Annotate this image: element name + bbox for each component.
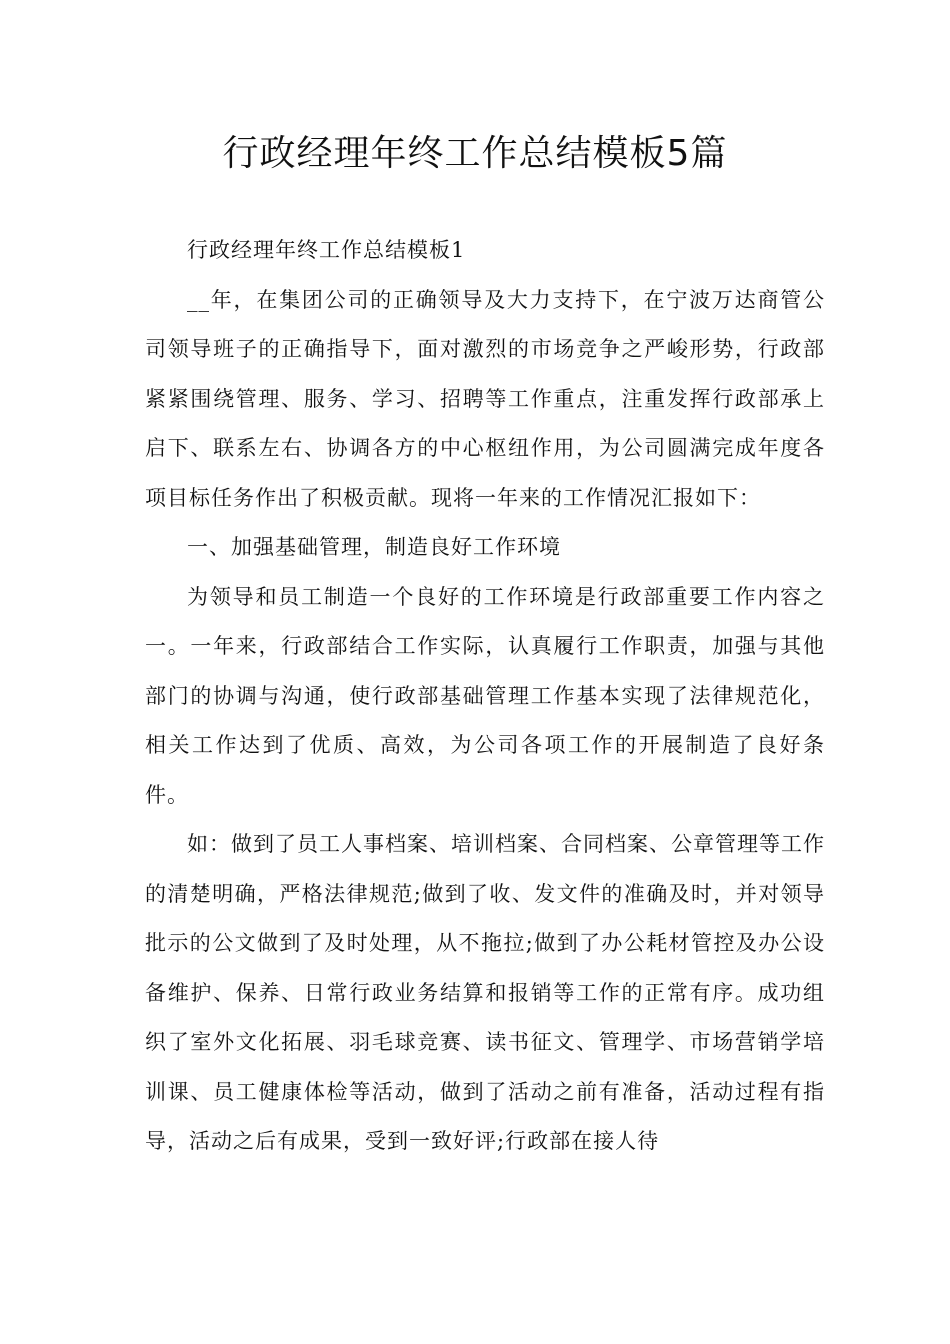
section-heading: 行政经理年终工作总结模板1	[187, 238, 466, 262]
body-paragraph: 为领导和员工制造一个良好的工作环境是行政部重要工作内容之一。一年来，行政部结合工作实际，认真履行工作职责，加强与其他部门的协调与沟通，使行政部基础管理工作基本实现了法律规范化，相关工作达到了优质、高效，为公司各项工作的开展制造了良好条件。	[145, 584, 825, 807]
document-title: 行政经理年终工作总结模板5篇	[222, 133, 728, 174]
section-heading: 一、加强基础管理，制造良好工作环境	[187, 535, 561, 559]
body-paragraph: 如：做到了员工人事档案、培训档案、合同档案、公章管理等工作的清楚明确，严格法律规范;做到了收、发文件的准确及时，并对领导批示的公文做到了及时处理，从不拖拉;做到了办公耗材管控及办公设备维护、保养、日常行政业务结算和报销等工作的正常有序。成功组织了室外文化拓展、羽毛球竞赛、读书征文、管理学、市场营销学培训课、员工健康体检等活动，做到了活动之前有准备，活动过程有指导，活动之后有成果，受到一致好评;行政部在接人待	[145, 832, 825, 1153]
document-body	[145, 226, 825, 1167]
body-paragraph: __年，在集团公司的正确领导及大力支持下，在宁波万达商管公司领导班子的正确指导下，面对激烈的市场竞争之严峻形势，行政部紧紧围绕管理、服务、学习、招聘等工作重点，注重发挥行政部承上启下、联系左右、协调各方的中心枢纽作用，为公司圆满完成年度各项目标任务作出了积极贡献。现将一年来的工作情况汇报如下：	[145, 287, 825, 510]
